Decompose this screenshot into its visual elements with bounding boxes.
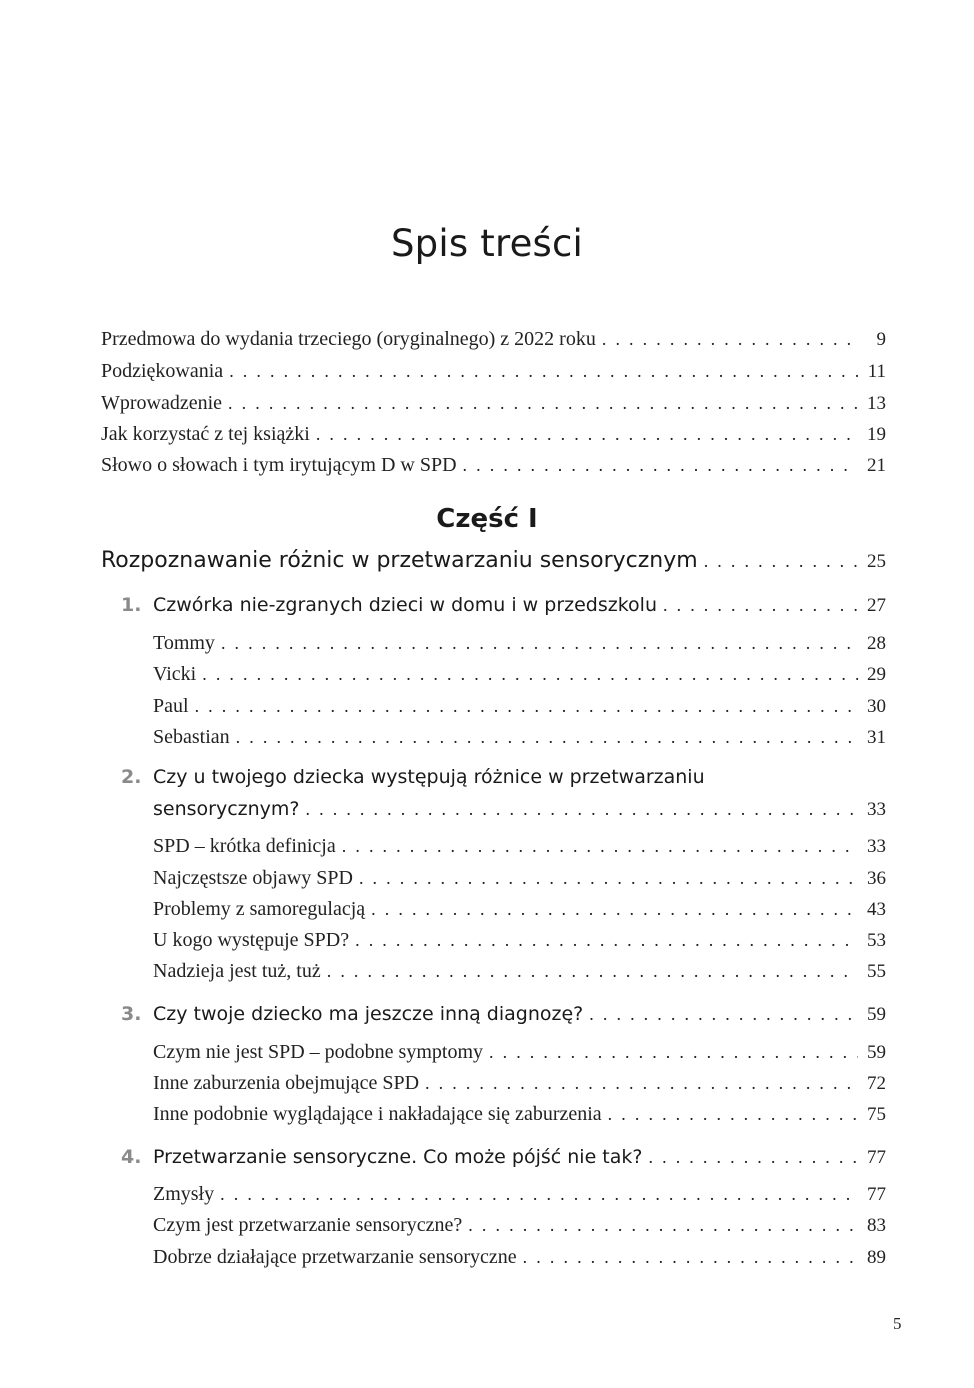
- toc-subentry-label: Inne podobnie wyglądające i nakładające się zaburzenia: [153, 1103, 602, 1125]
- toc-chapter-entry[interactable]: [121, 1003, 886, 1026]
- dot-leader: [704, 551, 858, 572]
- toc-subentry-label: Czym nie jest SPD – podobne symptomy: [153, 1041, 483, 1063]
- page-title: Spis treści: [390, 222, 584, 265]
- toc-chapter-label: Przetwarzanie sensoryczne. Co może pójść nie tak?: [153, 1146, 643, 1168]
- toc-chapter-page: 27: [867, 595, 886, 616]
- toc-chapter-page: 33: [867, 799, 886, 820]
- toc-subentry[interactable]: [153, 1041, 886, 1064]
- toc-subentry-label: Vicki: [153, 663, 197, 685]
- toc-chapter-label: Czy twoje dziecko ma jeszcze inną diagnozę?: [153, 1003, 584, 1025]
- toc-subentry[interactable]: [153, 1214, 886, 1237]
- dot-leader: [608, 1104, 858, 1125]
- dot-leader: [602, 329, 858, 350]
- toc-section-page: 25: [867, 551, 886, 572]
- chapter-number: 2.: [121, 766, 142, 788]
- toc-section-entry[interactable]: [101, 548, 886, 573]
- toc-entry-page: 11: [867, 361, 886, 382]
- toc-subentry-page: 72: [867, 1073, 886, 1094]
- toc-entry-label: Słowo o słowach i tym irytującym D w SPD: [101, 454, 457, 476]
- toc-entry[interactable]: [101, 423, 886, 446]
- toc-subentry-label: Dobrze działające przetwarzanie sensoryczne: [153, 1246, 517, 1268]
- toc-subentry-page: 28: [867, 633, 886, 654]
- toc-subentry-label: Inne zaburzenia obejmujące SPD: [153, 1072, 420, 1094]
- dot-leader: [468, 1215, 858, 1236]
- toc-subentry-page: 83: [867, 1215, 886, 1236]
- toc-subentry-page: 31: [867, 727, 886, 748]
- dot-leader: [229, 361, 858, 382]
- chapter-number: 4.: [121, 1146, 142, 1168]
- dot-leader: [327, 961, 858, 982]
- toc-subentry-label: Czym jest przetwarzanie sensoryczne?: [153, 1214, 463, 1236]
- toc-subentry-label: Tommy: [153, 632, 215, 654]
- dot-leader: [523, 1247, 858, 1268]
- toc-subentry[interactable]: [153, 929, 886, 952]
- toc-subentry-page: 59: [867, 1042, 886, 1063]
- dot-leader: [489, 1042, 858, 1063]
- toc-chapter-label-line2: sensorycznym?: [153, 798, 300, 820]
- toc-subentry-label: Paul: [153, 695, 189, 717]
- toc-subentry[interactable]: [153, 867, 886, 890]
- toc-chapter-page: 59: [867, 1004, 886, 1025]
- toc-subentry[interactable]: [153, 726, 886, 749]
- toc-entry-label: Podziękowania: [101, 360, 224, 382]
- toc-subentry[interactable]: [153, 1183, 886, 1206]
- toc-subentry-label: Problemy z samoregulacją: [153, 898, 366, 920]
- dot-leader: [425, 1073, 858, 1094]
- toc-subentry[interactable]: [153, 898, 886, 921]
- dot-leader: [463, 455, 858, 476]
- toc-subentry-page: 33: [867, 836, 886, 857]
- toc-subentry-label: Sebastian: [153, 726, 230, 748]
- dot-leader: [236, 727, 858, 748]
- dot-leader: [355, 930, 858, 951]
- toc-chapter-label: Czy u twojego dziecka występują różnice w przetwarzaniu: [153, 766, 705, 788]
- toc-subentry-label: Zmysły: [153, 1183, 215, 1205]
- part-heading: Część I: [436, 504, 538, 534]
- toc-entry-label: Jak korzystać z tej książki: [101, 423, 310, 445]
- toc-subentry-label: Nadzieja jest tuż, tuż: [153, 960, 321, 982]
- dot-leader: [195, 696, 858, 717]
- toc-entry-label: Wprowadzenie: [101, 392, 223, 414]
- dot-leader: [306, 799, 858, 820]
- toc-chapter-label: Czwórka nie-zgranych dzieci w domu i w przedszkolu: [153, 594, 657, 616]
- toc-entry[interactable]: [101, 392, 886, 415]
- toc-subentry-page: 75: [867, 1104, 886, 1125]
- toc-subentry-page: 77: [867, 1184, 886, 1205]
- toc-entry-page: 19: [867, 424, 886, 445]
- dot-leader: [221, 633, 858, 654]
- toc-subentry-label: U kogo występuje SPD?: [153, 929, 350, 951]
- toc-subentry-label: SPD – krótka definicja: [153, 835, 336, 857]
- toc-subentry[interactable]: [153, 695, 886, 718]
- dot-leader: [589, 1004, 858, 1025]
- dot-leader: [220, 1184, 858, 1205]
- toc-subentry[interactable]: [153, 632, 886, 655]
- toc-entry-page: 21: [867, 455, 886, 476]
- toc-subentry-page: 89: [867, 1247, 886, 1268]
- toc-entry-label: Przedmowa do wydania trzeciego (oryginalnego) z 2022 roku: [101, 328, 596, 350]
- dot-leader: [359, 868, 858, 889]
- toc-subentry-page: 55: [867, 961, 886, 982]
- toc-section-label: Rozpoznawanie różnic w przetwarzaniu sensorycznym: [101, 548, 698, 573]
- toc-entry[interactable]: [101, 328, 886, 351]
- toc-chapter-entry[interactable]: [121, 594, 886, 617]
- toc-subentry-page: 29: [867, 664, 886, 685]
- dot-leader: [228, 393, 858, 414]
- toc-chapter-label-line1[interactable]: [121, 766, 705, 788]
- chapter-number: 3.: [121, 1003, 142, 1025]
- dot-leader: [663, 595, 858, 616]
- page-number: 5: [893, 1314, 902, 1333]
- toc-chapter-page: 77: [867, 1147, 886, 1168]
- dot-leader: [649, 1147, 859, 1168]
- toc-subentry-page: 43: [867, 899, 886, 920]
- toc-subentry[interactable]: [153, 960, 886, 983]
- toc-subentry[interactable]: [153, 1246, 886, 1269]
- toc-chapter-entry[interactable]: [153, 798, 886, 821]
- toc-entry[interactable]: [101, 360, 886, 383]
- chapter-number: 1.: [121, 594, 142, 616]
- toc-chapter-entry[interactable]: [121, 1146, 886, 1169]
- toc-subentry-label: Najczęstsze objawy SPD: [153, 867, 353, 889]
- dot-leader: [342, 836, 858, 857]
- toc-entry[interactable]: [101, 454, 886, 477]
- dot-leader: [371, 899, 858, 920]
- dot-leader: [316, 424, 858, 445]
- toc-subentry[interactable]: [153, 1103, 886, 1126]
- toc-subentry[interactable]: [153, 663, 886, 686]
- toc-subentry-page: 36: [867, 868, 886, 889]
- toc-subentry[interactable]: [153, 835, 886, 858]
- toc-subentry-page: 30: [867, 696, 886, 717]
- toc-entry-page: 13: [867, 393, 886, 414]
- toc-subentry-page: 53: [867, 930, 886, 951]
- dot-leader: [202, 664, 858, 685]
- toc-subentry[interactable]: [153, 1072, 886, 1095]
- toc-entry-page: 9: [876, 329, 886, 350]
